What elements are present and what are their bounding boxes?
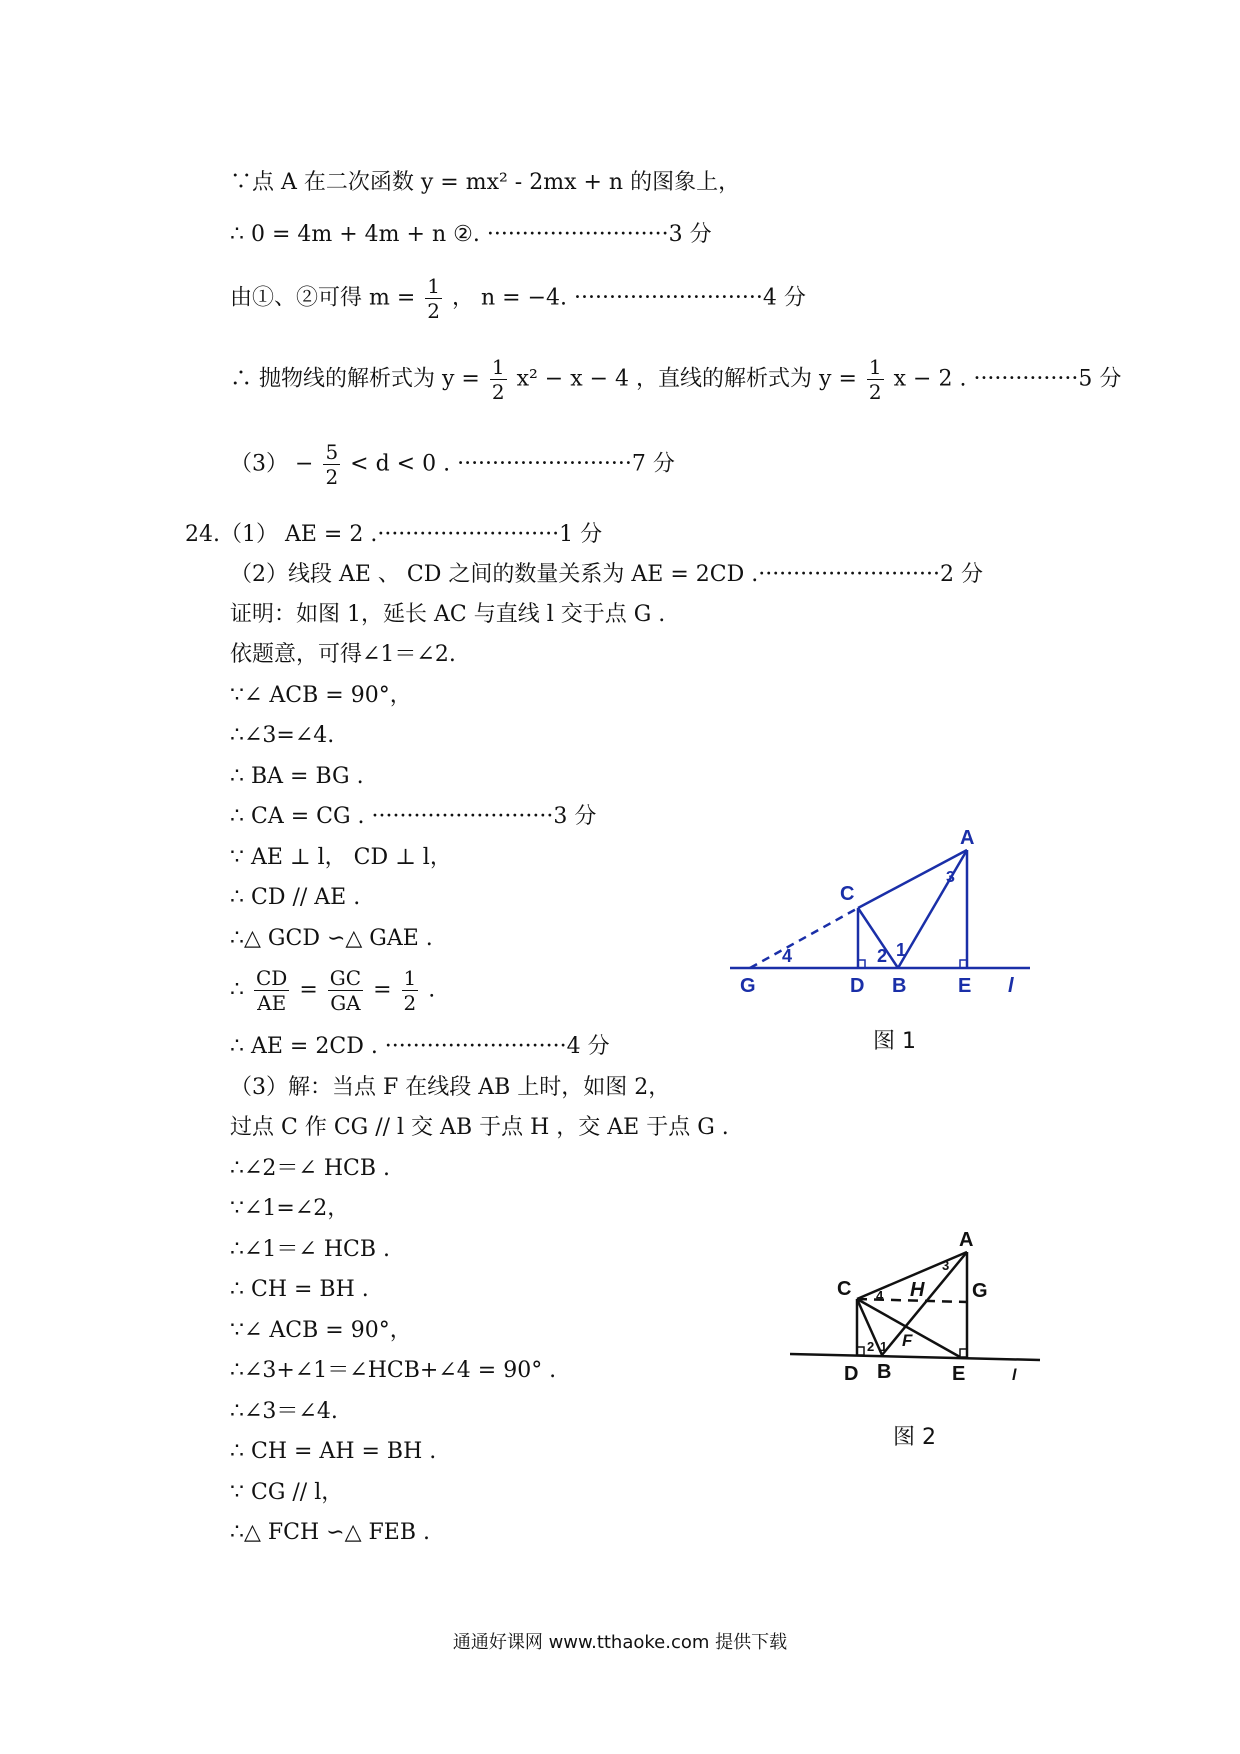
line-27: ∴∠3＝∠4.	[230, 1399, 338, 1424]
line-3-text-b: ， n = −4. ···························4 分	[452, 285, 806, 311]
line-17-therefore: ∴	[230, 977, 244, 1003]
line-7: （2）线段 AE 、 CD 之间的数量关系为 AE = 2CD .··························2 分	[230, 562, 984, 587]
label-l: l	[1012, 1367, 1017, 1384]
fraction: $\frac{GC}{GA}$	[329, 966, 362, 1015]
line-16: ∴△ GCD ∽△ GAE .	[230, 926, 433, 951]
line-3	[230, 274, 806, 323]
fraction: $\frac{1}{2}$	[427, 274, 441, 323]
line-30: ∴△ FCH ∽△ FEB .	[230, 1520, 431, 1545]
label-angle-2: 2	[877, 946, 888, 966]
line-4-text-a: ∴ 抛物线的解析式为 y =	[230, 366, 480, 392]
line-5	[230, 440, 675, 489]
label-angle-3: 3	[946, 869, 955, 886]
line-29: ∵ CG // l，	[230, 1480, 344, 1505]
line-14: ∵ AE ⊥ l， CD ⊥ l，	[230, 845, 452, 870]
label-d: D	[850, 975, 865, 997]
label-d: D	[844, 1363, 859, 1385]
line-25: ∵∠ ACB = 90°，	[230, 1318, 412, 1343]
label-h: H	[910, 1279, 925, 1301]
line-19: （3）解：当点 F 在线段 AB 上时，如图 2，	[230, 1075, 671, 1100]
footer: 通通好课网 www.tthaoke.com 提供下载	[452, 1632, 788, 1653]
line-15: ∴ CD // AE .	[230, 885, 361, 910]
fraction: $\frac{1}{2}$	[403, 966, 417, 1015]
line-20: 过点 C 作 CG // l 交 AB 于点 H ，交 AE 于点 G .	[230, 1115, 729, 1140]
line-18: ∴ AE = 2CD . ··························4 分	[230, 1034, 610, 1059]
line-4	[230, 355, 1121, 404]
line-5-text-b: < d < 0 . ·························7 分	[350, 451, 675, 477]
label-angle-1: 1	[880, 1339, 888, 1354]
label-e: E	[958, 975, 972, 997]
label-angle-3: 3	[942, 1258, 950, 1273]
figure-1-caption: 图 1	[873, 1029, 916, 1054]
label-e: E	[952, 1363, 966, 1385]
label-a: A	[959, 1229, 974, 1251]
line-17-period: .	[428, 977, 436, 1003]
line-10: ∵∠ ACB = 90°，	[230, 683, 412, 708]
label-angle-2: 2	[867, 1339, 875, 1354]
line-4-text-c: x − 2 . ···············5 分	[893, 366, 1122, 392]
label-angle-4: 4	[876, 1288, 884, 1303]
label-f: F	[902, 1331, 913, 1350]
line-21: ∴∠2＝∠ HCB .	[230, 1156, 391, 1181]
fraction: $\frac{1}{2}$	[491, 355, 505, 404]
label-g: G	[972, 1280, 988, 1302]
line-9: 依题意，可得∠1＝∠2.	[230, 642, 456, 667]
line-2: ∴ 0 = 4m + 4m + n ②. ··························3 分	[230, 222, 712, 247]
line-6: 24.（1） AE = 2 .··························1 分	[185, 522, 603, 547]
figure-2	[790, 1220, 1050, 1400]
line-13: ∴ CA = CG . ··························3 分	[230, 804, 597, 829]
fraction: $\frac{1}{2}$	[868, 355, 882, 404]
equals-sign: =	[299, 977, 318, 1003]
line-12: ∴ BA = BG .	[230, 764, 364, 789]
line-ba	[882, 1252, 967, 1355]
line-11: ∴∠3=∠4.	[230, 723, 335, 748]
line-l	[790, 1354, 1040, 1360]
label-angle-4: 4	[782, 946, 793, 966]
line-22: ∵∠1=∠2，	[230, 1196, 350, 1221]
figure-1	[720, 800, 1040, 1000]
label-c: C	[840, 883, 855, 905]
line-23: ∴∠1＝∠ HCB .	[230, 1237, 391, 1262]
fraction: $\frac{CD}{AE}$	[256, 966, 288, 1015]
label-c: C	[837, 1278, 852, 1300]
label-a: A	[960, 827, 975, 849]
label-l: l	[1008, 975, 1014, 997]
line-8: 证明：如图 1，延长 AC 与直线 l 交于点 G .	[230, 602, 666, 627]
fraction: $\frac{5}{2}$	[325, 440, 339, 489]
line-26: ∴∠3+∠1＝∠HCB+∠4 = 90° .	[230, 1358, 557, 1383]
line-24: ∴ CH = BH .	[230, 1277, 369, 1302]
equals-sign: =	[373, 977, 392, 1003]
line-gc-dashed	[750, 908, 858, 968]
label-angle-1: 1	[896, 940, 907, 960]
line-28: ∴ CH = AH = BH .	[230, 1439, 437, 1464]
label-g: G	[740, 975, 756, 997]
line-3-text-a: 由①、②可得 m =	[230, 285, 416, 311]
line-5-text-a: （3） −	[230, 451, 314, 477]
line-1: ∵点 A 在二次函数 y = mx² - 2mx + n 的图象上，	[230, 170, 741, 195]
label-b: B	[892, 975, 907, 997]
line-4-text-b: x² − x − 4 ，直线的解析式为 y =	[516, 366, 857, 392]
line-17	[230, 966, 435, 1015]
label-b: B	[877, 1361, 892, 1383]
figure-2-caption: 图 2	[893, 1425, 936, 1450]
